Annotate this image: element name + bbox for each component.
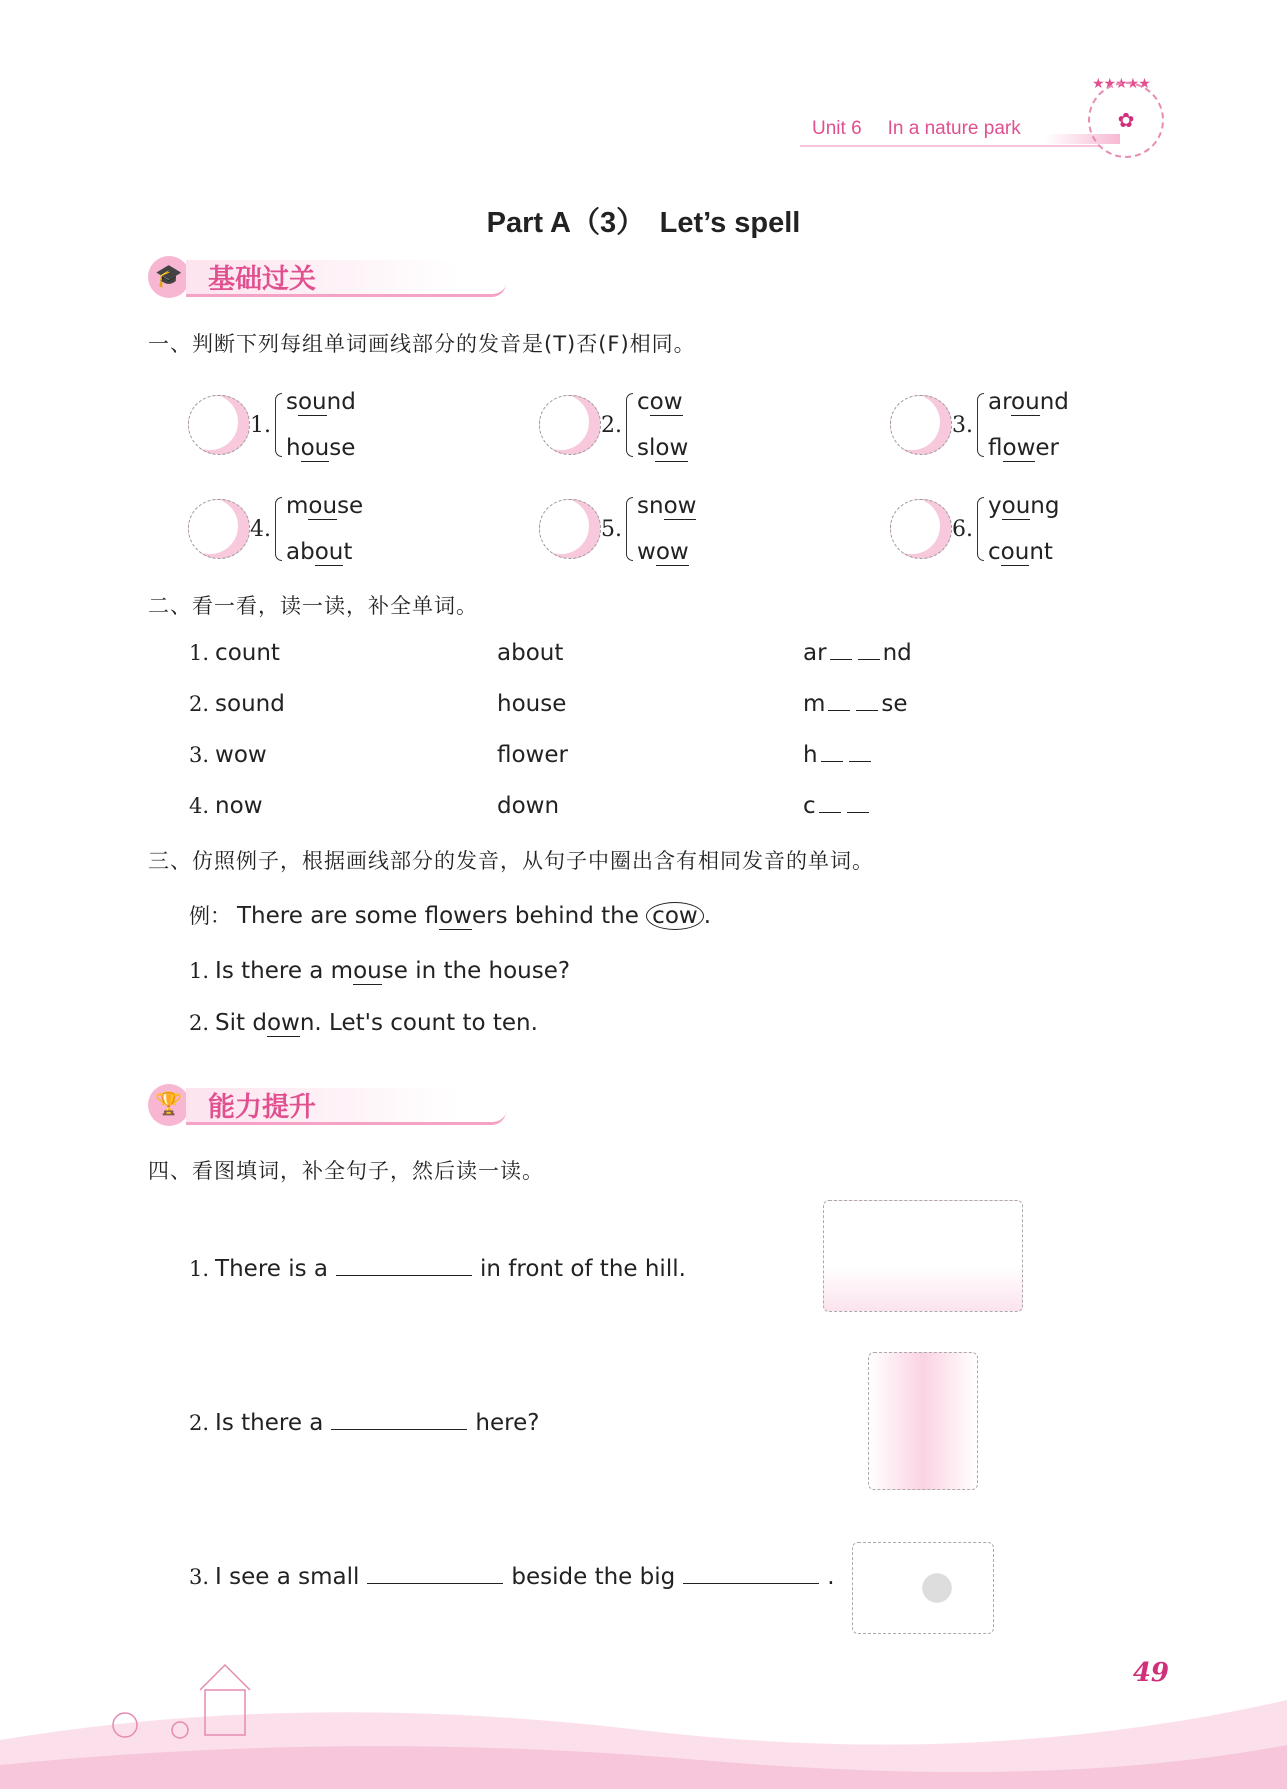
letter-blank[interactable]: [847, 794, 869, 813]
apple-answer-box[interactable]: [188, 395, 250, 455]
word-col-1: 2. sound: [189, 691, 285, 717]
underlined-part: ow: [663, 493, 697, 519]
word: mouse: [286, 493, 364, 519]
underlined-part: ou: [300, 435, 330, 461]
t: There is a: [215, 1256, 329, 1282]
word-pair: [539, 492, 696, 566]
brace: [626, 393, 633, 457]
footer-wave-decoration: [0, 1660, 1287, 1789]
section4-heading: 四、看图填词，补全句子，然后读一读。: [148, 1159, 544, 1183]
word: cow: [637, 389, 683, 415]
underlined-part: ou: [314, 539, 344, 565]
t: Sit d: [215, 1010, 267, 1036]
sentence-2: [189, 1010, 538, 1036]
fill-word: ar nd: [803, 640, 912, 666]
word-pair: [890, 388, 1069, 462]
section2-heading: 二、看一看，读一读，补全单词。: [148, 594, 478, 618]
t: se in the house?: [381, 958, 571, 984]
apple-answer-box[interactable]: [539, 395, 601, 455]
letter-blank[interactable]: [849, 743, 871, 762]
sentence-1: [189, 958, 570, 984]
unit-label: Unit 6: [812, 118, 862, 139]
brace: [977, 393, 984, 457]
badge-label: 能力提升: [208, 1092, 316, 1123]
t: here?: [475, 1410, 540, 1436]
example-sentence: [189, 900, 711, 930]
section1-heading: 一、判断下列每组单词画线部分的发音是(T)否(F)相同。: [148, 332, 696, 356]
letter-blank[interactable]: [828, 692, 850, 711]
word: house: [286, 435, 356, 461]
header-rule: [800, 145, 1100, 147]
word-col-2: about: [497, 640, 564, 666]
brace: [977, 497, 984, 561]
num: 1.: [189, 959, 210, 983]
badge-label: 基础过关: [208, 264, 316, 295]
num: 2.: [189, 1011, 210, 1035]
page-title: Part A（3） Let’s spell: [486, 207, 801, 239]
underlined-part: ow: [649, 389, 683, 415]
fill-word: c: [803, 793, 872, 819]
section-badge-basics: [148, 254, 528, 300]
underlined-part: ow: [1002, 435, 1036, 461]
underlined-part: ow: [655, 435, 689, 461]
pair-number: 4.: [250, 516, 271, 542]
num: 3.: [189, 1565, 210, 1589]
word-col-2: house: [497, 691, 567, 717]
underlined-part: ow: [655, 539, 689, 565]
pair-number: 2.: [601, 412, 622, 438]
letter-blank[interactable]: [821, 743, 843, 762]
word-pair: [188, 388, 356, 462]
brace: [275, 393, 282, 457]
t: n. Let's count to ten.: [299, 1010, 538, 1036]
fill-word: h: [803, 742, 874, 768]
mountain-illustration: [868, 1352, 978, 1490]
underlined-part: ow: [439, 903, 472, 929]
letter-blank[interactable]: [856, 692, 878, 711]
word-pair: [188, 492, 363, 566]
answer-blank[interactable]: [683, 1563, 819, 1584]
brace: [275, 497, 282, 561]
page-number: 49: [1132, 1658, 1169, 1688]
letter-blank[interactable]: [858, 641, 880, 660]
word: wow: [637, 539, 689, 565]
t: Is there a: [215, 1410, 324, 1436]
word-pair: [890, 492, 1059, 566]
pair-number: 6.: [952, 516, 973, 542]
underlined-part: ou: [297, 389, 327, 415]
underlined-part: ow: [266, 1010, 300, 1036]
word: young: [988, 493, 1060, 519]
answer-blank[interactable]: [331, 1409, 467, 1430]
t: .: [703, 903, 712, 929]
t: I see a small: [215, 1564, 360, 1590]
fill-sentence-2: [189, 1409, 539, 1436]
letter-blank[interactable]: [819, 794, 841, 813]
apple-answer-box[interactable]: [890, 395, 952, 455]
t: ers behind the: [472, 903, 647, 929]
word: snow: [637, 493, 697, 519]
stars-icon: ★★★★★: [1092, 76, 1150, 92]
underlined-part: ou: [308, 493, 338, 519]
fill-word: m se: [803, 691, 908, 717]
underlined-part: ou: [1000, 539, 1030, 565]
section-badge-advance: [148, 1082, 528, 1128]
graduation-cap-icon: 🎓: [148, 256, 190, 298]
word-col-2: flower: [497, 742, 568, 768]
unit-title: In a nature park: [887, 118, 1021, 139]
house-hill-illustration: [823, 1200, 1023, 1312]
answer-blank[interactable]: [336, 1255, 472, 1276]
word-col-2: down: [497, 793, 560, 819]
pair-number: 1.: [250, 412, 271, 438]
t: .: [827, 1564, 835, 1590]
fill-sentence-3: [189, 1563, 835, 1590]
pair-number: 5.: [601, 516, 622, 542]
example-label: 例：: [189, 904, 231, 928]
word-pair: [539, 388, 688, 462]
word: flower: [988, 435, 1059, 461]
word: slow: [637, 435, 689, 461]
word-col-1: 1. count: [189, 640, 280, 666]
apple-answer-box[interactable]: [188, 499, 250, 559]
t: beside the big: [511, 1564, 676, 1590]
brace: [626, 497, 633, 561]
num: 2.: [189, 1411, 210, 1435]
answer-blank[interactable]: [367, 1563, 503, 1584]
running-header: [812, 118, 1047, 140]
t: in front of the hill.: [480, 1256, 686, 1282]
publisher-seal-logo: ✿: [1088, 82, 1164, 158]
apple-answer-box[interactable]: [539, 499, 601, 559]
t: There are some fl: [237, 903, 440, 929]
word: around: [988, 389, 1069, 415]
word-col-1: 3. wow: [189, 742, 267, 768]
section3-heading: 三、仿照例子，根据画线部分的发音，从句子中圈出含有相同发音的单词。: [148, 849, 874, 873]
word: about: [286, 539, 353, 565]
word: sound: [286, 389, 356, 415]
word-col-1: 4. now: [189, 793, 263, 819]
underlined-part: ou: [1001, 493, 1031, 519]
t: Is there a m: [215, 958, 354, 984]
apple-answer-box[interactable]: [890, 499, 952, 559]
pair-number: 3.: [952, 412, 973, 438]
fill-sentence-1: [189, 1255, 686, 1282]
letter-blank[interactable]: [830, 641, 852, 660]
num: 1.: [189, 1257, 210, 1281]
underlined-part: ou: [353, 958, 382, 984]
circled-word: cow: [646, 902, 704, 930]
trophy-icon: 🏆: [148, 1084, 190, 1126]
cow-mouse-illustration: [852, 1542, 994, 1634]
word: count: [988, 539, 1053, 565]
underlined-part: ou: [1011, 389, 1040, 415]
